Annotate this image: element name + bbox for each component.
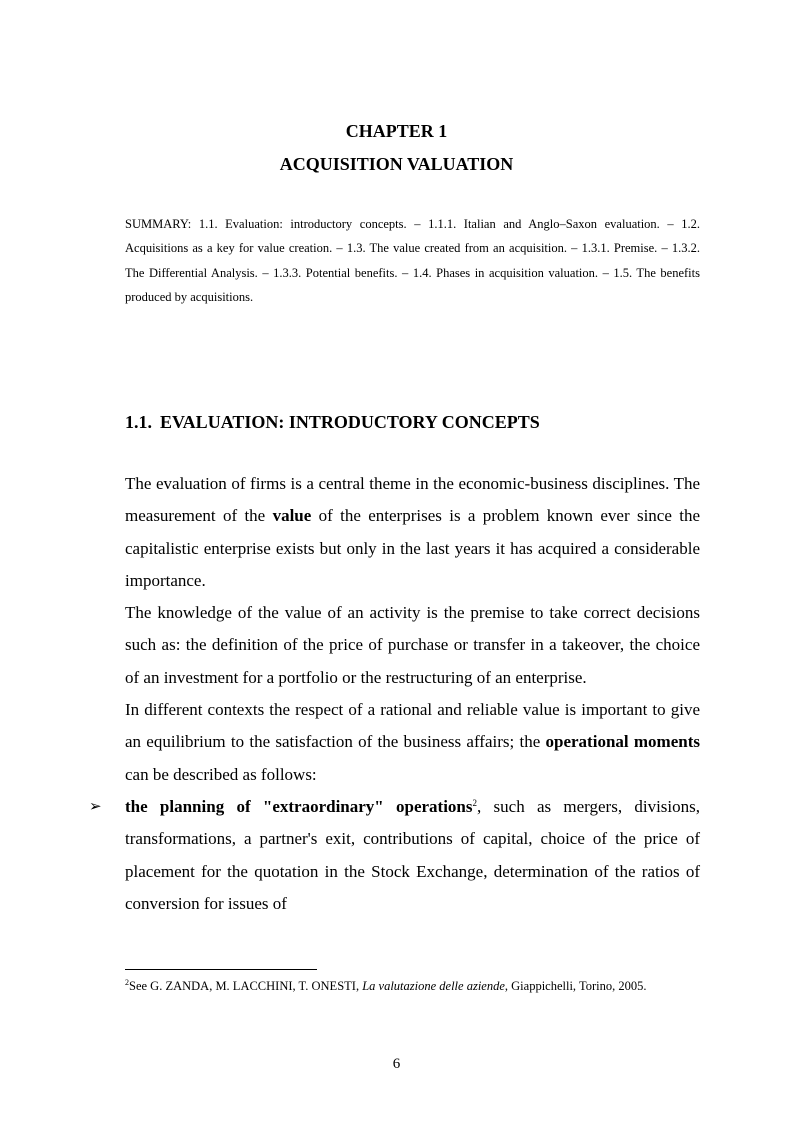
page-number: 6 [392, 1056, 401, 1072]
section-title: EVALUATION: INTRODUCTORY CONCEPTS [160, 412, 540, 432]
footnote-divider [125, 969, 317, 970]
bullet-text: , such as mergers, divisions, transformations, a partner's exit, contributions of capital, choice of the price of placement for the quotation in the Stock Exchange, determination of the ratios of conversion for issues of [125, 796, 700, 913]
paragraph-1 [125, 468, 700, 597]
chapter-summary: SUMMARY: 1.1. Evaluation: introductory concepts. – 1.1.1. Italian and Anglo–Saxon evaluation. – 1.2. Acquisitions as a key for value creation. – 1.3. The value created from an acquisition. – 1.3.1. Premise. – 1.3.2. The Differential Analysis. – 1.3.3. Potential benefits. – 1.4. Phases in acquisition valuation. – 1.5. The benefits produced by acquisitions. [125, 217, 700, 304]
footnote-text-a: See G. ZANDA, M. LACCHINI, T. ONESTI, [129, 979, 363, 993]
bullet-item [89, 791, 700, 920]
paragraph-3-text-a: In different contexts the respect of a rational and reliable value is important to give an equilibrium to the satisfaction of the business affairs; the [125, 700, 700, 752]
footnote-reference[interactable]: 2 [472, 797, 478, 808]
arrow-bullet-icon: ➢ [89, 798, 102, 815]
paragraph-1-text-b: of the enterprises is a problem known ever since the capitalistic enterprise exists but only in the last years it has acquired a considerable importance. [125, 506, 700, 590]
paragraph-3 [125, 694, 700, 791]
footnote [125, 978, 725, 994]
section-heading [125, 410, 700, 434]
footnote-text-b: , Giappichelli, Torino, 2005. [504, 979, 647, 993]
paragraph-1-text-a: The evaluation of firms is a central theme in the economic-business disciplines. The measurement of the [125, 474, 700, 526]
section-number: 1.1. [125, 412, 152, 432]
chapter-subtitle: ACQUISITION VALUATION [279, 154, 514, 174]
paragraph-1-bold: value [272, 506, 312, 526]
chapter-title: CHAPTER 1 [345, 121, 448, 141]
body-text [89, 468, 700, 920]
bullet-bold: the planning of "extraordinary" operations [125, 796, 473, 816]
footnote-italic-title: La valutazione delle aziende [362, 979, 505, 993]
paragraph-2: The knowledge of the value of an activity is the premise to take correct decisions such as: the definition of the price of purchase or transfer in a takeover, the choice of an investment for a portfolio or the restructuring of an enterprise. [125, 603, 700, 687]
paragraph-3-bold: operational moments [545, 732, 700, 752]
paragraph-3-text-b: can be described as follows: [125, 764, 317, 784]
footnote-number: 2 [125, 978, 129, 987]
